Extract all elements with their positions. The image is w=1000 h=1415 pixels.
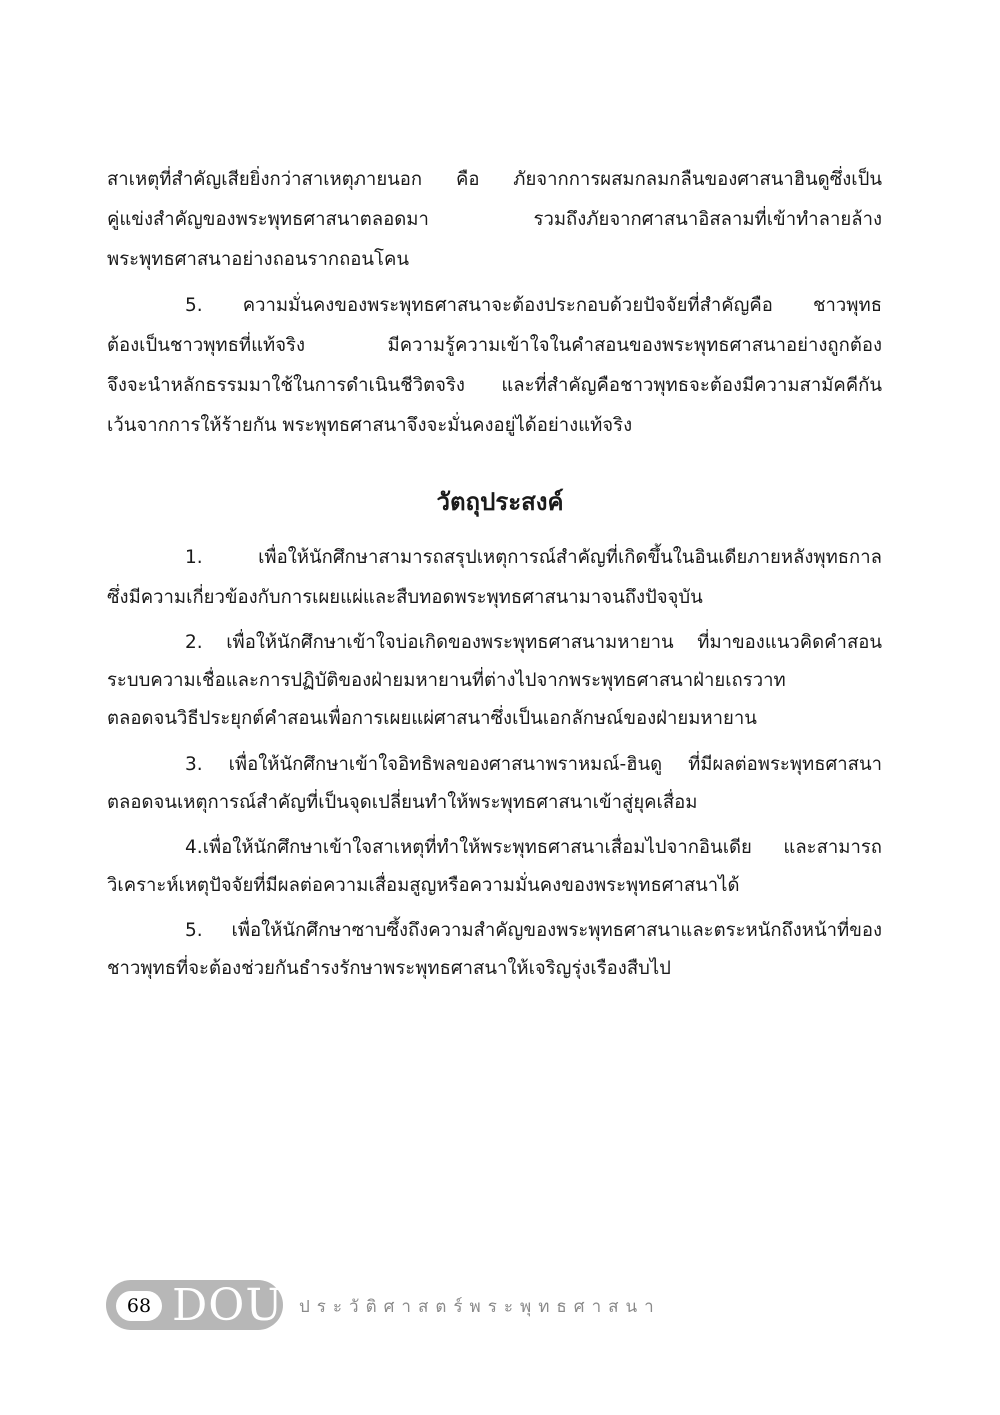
text-line: 1. เพื่อให้นักศึกษาสามารถสรุปเหตุการณ์สำคัญที่เกิดขึ้นในอินเดียภายหลังพุทธกาล xyxy=(185,547,882,568)
text-line: ชาวพุทธที่จะต้องช่วยกันธำรงรักษาพระพุทธศาสนาให้เจริญรุ่งเรืองสืบไป xyxy=(107,958,671,979)
text-line: 4.เพื่อให้นักศึกษาเข้าใจสาเหตุที่ทำให้พระพุทธศาสนาเสื่อมไปจากอินเดีย และสามารถ xyxy=(185,837,882,858)
text-line: ตลอดจนวิธีประยุกต์คำสอนเพื่อการเผยแผ่ศาสนาซึ่งเป็นเอกลักษณ์ของฝ่ายมหายาน xyxy=(107,708,757,729)
text-line: 3. เพื่อให้นักศึกษาเข้าใจอิทธิพลของศาสนาพราหมณ์-ฮินดู ที่มีผลต่อพระพุทธศาสนา xyxy=(185,754,882,775)
text-line: พระพุทธศาสนาอย่างถอนรากถอนโคน xyxy=(107,249,409,270)
text-line: 5. เพื่อให้นักศึกษาซาบซึ้งถึงความสำคัญของพระพุทธศาสนาและตระหนักถึงหน้าที่ของ xyxy=(185,920,882,941)
text-line: ตลอดจนเหตุการณ์สำคัญที่เป็นจุดเปลี่ยนทำให้พระพุทธศาสนาเข้าสู่ยุคเสื่อม xyxy=(107,792,698,813)
text-line: สาเหตุที่สำคัญเสียยิ่งกว่าสาเหตุภายนอก คือ ภัยจากการผสมกลมกลืนของศาสนาฮินดูซึ่งเป็น xyxy=(107,169,882,190)
text-line: คู่แข่งสำคัญของพระพุทธศาสนาตลอดมา รวมถึงภัยจากศาสนาอิสลามที่เข้าทำลายล้าง xyxy=(107,209,882,230)
section-heading: วัตถุประสงค์ xyxy=(436,488,564,516)
text-line: ระบบความเชื่อและการปฏิบัติของฝ่ายมหายานที่ต่างไปจากพระพุทธศาสนาฝ่ายเถรวาท xyxy=(107,670,786,691)
text-line: 2. เพื่อให้นักศึกษาเข้าใจบ่อเกิดของพระพุทธศาสนามหายาน ที่มาของแนวคิดคำสอน xyxy=(185,632,882,653)
page-number: 68 xyxy=(116,1291,162,1321)
text-line: วิเคราะห์เหตุปัจจัยที่มีผลต่อความเสื่อมสูญหรือความมั่นคงของพระพุทธศาสนาได้ xyxy=(107,875,740,896)
text-line: เว้นจากการให้ร้ายกัน พระพุทธศาสนาจึงจะมั่นคงอยู่ได้อย่างแท้จริง xyxy=(107,415,633,436)
book-title: ประวัติศาสตร์พระพุทธศาสนา xyxy=(299,1297,661,1317)
text-line: จึงจะนำหลักธรรมมาใช้ในการดำเนินชีวิตจริง และที่สำคัญคือชาวพุทธจะต้องมีความสามัคคีกัน xyxy=(107,375,882,396)
text-line: ซึ่งมีความเกี่ยวข้องกับการเผยแผ่และสืบทอดพระพุทธศาสนามาจนถึงปัจจุบัน xyxy=(107,587,703,608)
text-line: 5. ความมั่นคงของพระพุทธศาสนาจะต้องประกอบด้วยปัจจัยที่สำคัญคือ ชาวพุทธ xyxy=(185,295,882,316)
dou-logo: DOU xyxy=(172,1280,284,1331)
text-line: ต้องเป็นชาวพุทธที่แท้จริง มีความรู้ความเข้าใจในคำสอนของพระพุทธศาสนาอย่างถูกต้อง xyxy=(107,335,882,356)
